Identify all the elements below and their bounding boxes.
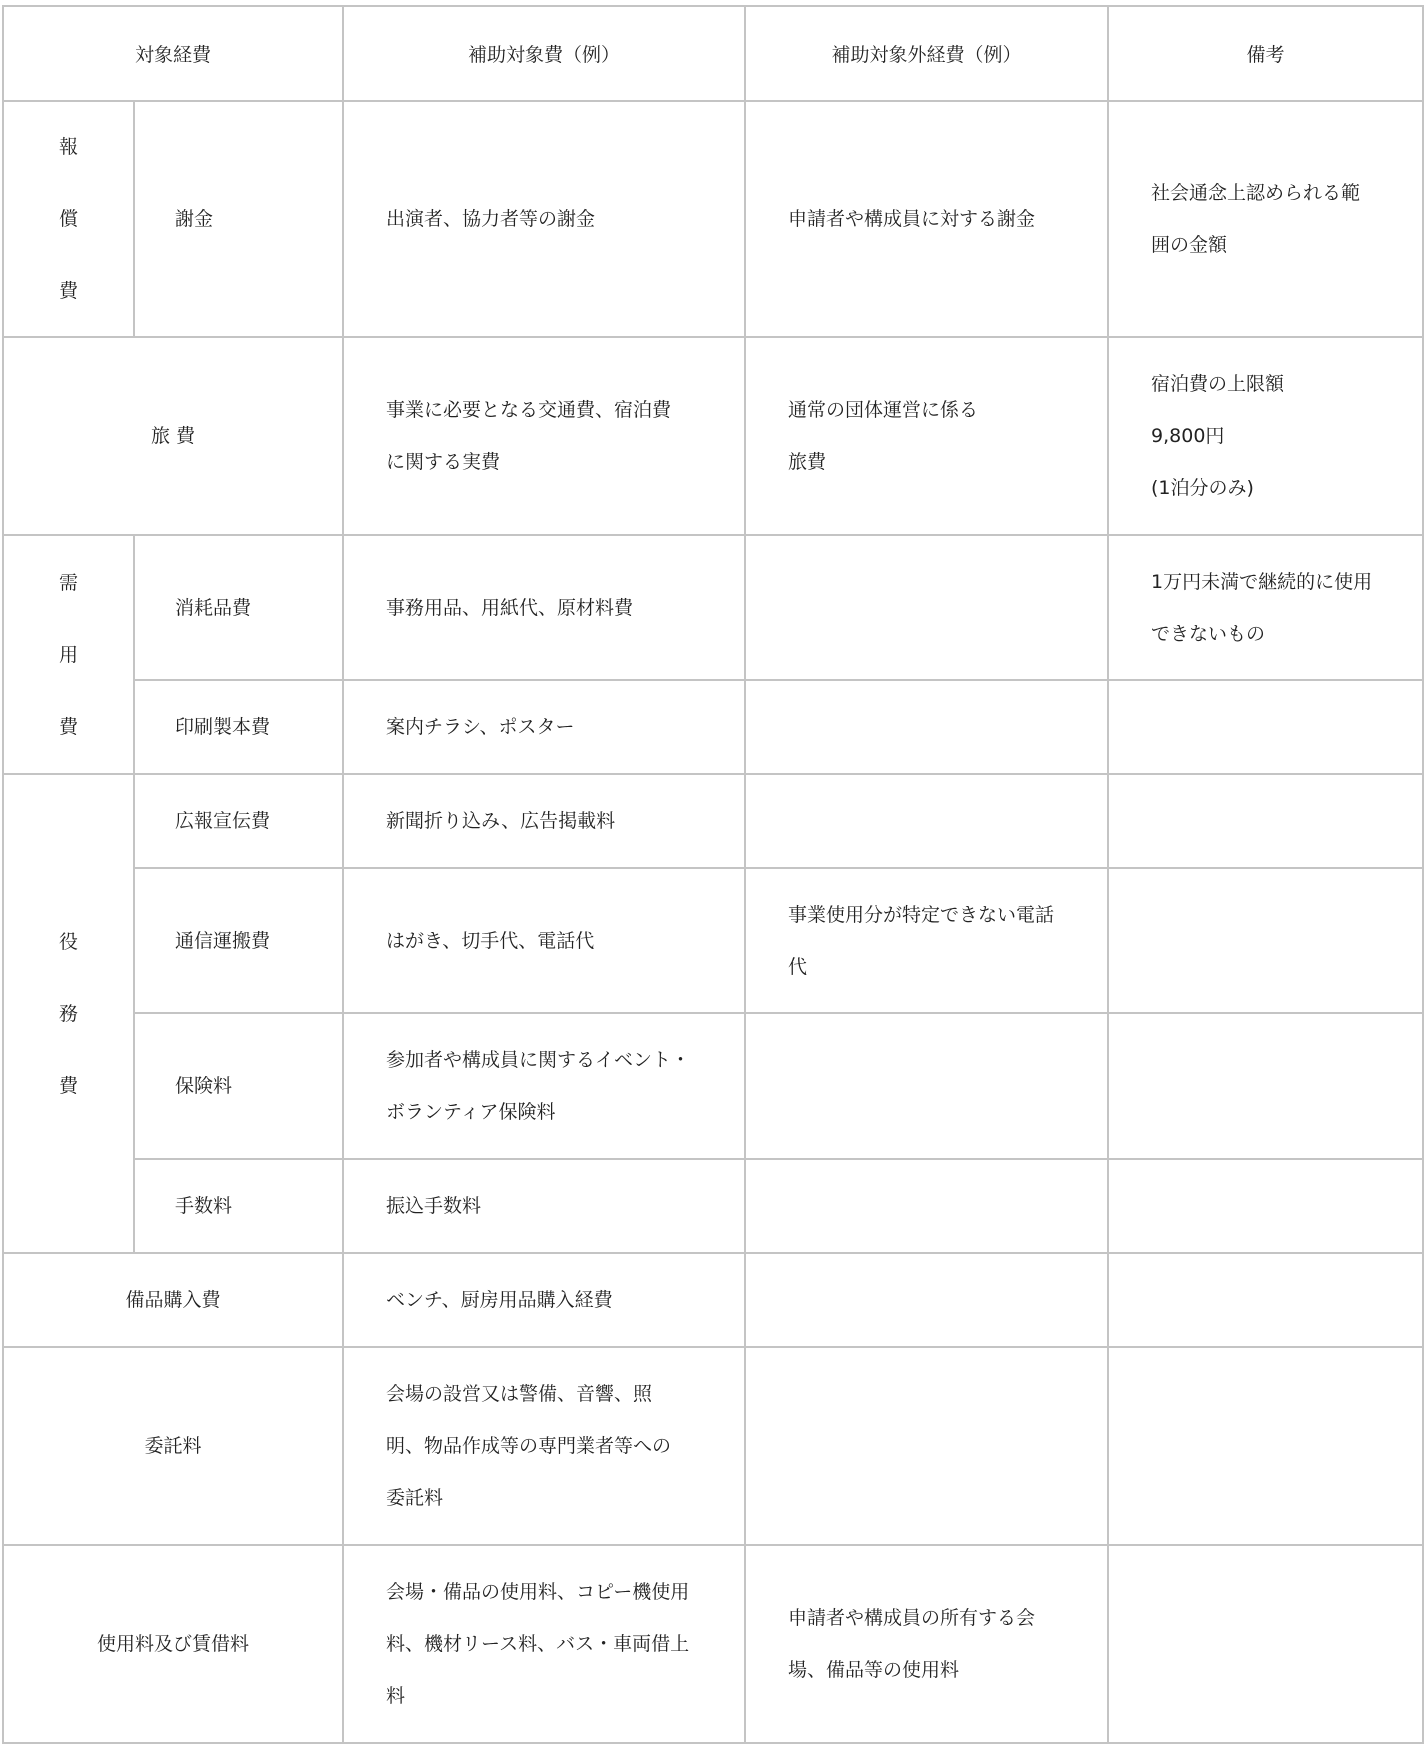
ineligible-cell — [745, 868, 1108, 1013]
eligible-expense-table — [2, 5, 1424, 1744]
note-cell — [1108, 535, 1423, 680]
ineligible-line: 事業使用分が特定できない電話 — [788, 903, 1055, 926]
note-cell — [1108, 1347, 1423, 1545]
note-cell — [1108, 1159, 1423, 1253]
eligible-cell: 案内チラシ、ポスター — [343, 680, 745, 774]
eligible-cell — [343, 1347, 745, 1545]
group-char: 務 — [58, 1002, 78, 1025]
eligible-cell: はがき、切手代、電話代 — [343, 868, 745, 1013]
header-eligible-example: 補助対象費（例） — [343, 6, 745, 101]
eligible-line: 委託料 — [386, 1487, 444, 1509]
note-line: 社会通念上認められる範 — [1151, 182, 1361, 204]
note-cell — [1108, 1013, 1423, 1159]
ineligible-line: 場、備品等の使用料 — [788, 1659, 960, 1681]
table-row — [3, 1013, 1423, 1159]
group-char: 用 — [58, 643, 78, 666]
ineligible-cell — [745, 1253, 1108, 1347]
group-char: 役 — [58, 930, 78, 953]
item-name: 使用料及び賃借料 — [3, 1545, 343, 1743]
ineligible-cell — [745, 1159, 1108, 1253]
table-row — [3, 1545, 1423, 1743]
group-char: 償 — [58, 208, 78, 230]
item-name: 手数料 — [134, 1159, 343, 1253]
eligible-cell: 事務用品、用紙代、原材料費 — [343, 535, 745, 680]
eligible-cell — [343, 337, 745, 535]
table-row — [3, 337, 1423, 535]
note-line: (1泊分のみ) — [1151, 477, 1254, 499]
eligible-line: 事業に必要となる交通費、宿泊費 — [386, 399, 672, 421]
ineligible-line: 申請者や構成員の所有する会 — [788, 1607, 1036, 1629]
eligible-line: 会場・備品の使用料、コピー機使用 — [386, 1581, 690, 1603]
eligible-line: ボランティア保険料 — [386, 1101, 556, 1123]
note-line: 9,800円 — [1151, 425, 1225, 447]
eligible-line: 料 — [386, 1685, 406, 1707]
item-name: 備品購入費 — [3, 1253, 343, 1347]
item-name: 謝金 — [134, 101, 343, 337]
note-line: 囲の金額 — [1151, 234, 1228, 256]
ineligible-cell: 申請者や構成員に対する謝金 — [745, 101, 1108, 337]
item-name: 保険料 — [134, 1013, 343, 1159]
eligible-cell: 出演者、協力者等の謝金 — [343, 101, 745, 337]
item-name: 委託料 — [3, 1347, 343, 1545]
note-cell — [1108, 868, 1423, 1013]
eligible-cell: 振込手数料 — [343, 1159, 745, 1253]
note-line: 1万円未満で継続的に使用 — [1151, 570, 1373, 593]
table-row — [3, 1159, 1423, 1253]
group-char: 報 — [58, 136, 78, 158]
group-char: 費 — [58, 1074, 78, 1097]
note-cell — [1108, 1545, 1423, 1743]
ineligible-cell — [745, 337, 1108, 535]
ineligible-cell — [745, 1013, 1108, 1159]
expense-table-container — [2, 5, 1424, 1744]
ineligible-cell — [745, 680, 1108, 774]
group-char: 費 — [58, 280, 78, 302]
ineligible-line: 通常の団体運営に係る — [788, 399, 979, 421]
group-housho — [3, 101, 134, 337]
group-char: 費 — [58, 715, 78, 738]
eligible-line: 明、物品作成等の専門業者等への — [386, 1435, 672, 1457]
ineligible-cell — [745, 535, 1108, 680]
table-row — [3, 774, 1423, 868]
eligible-cell — [343, 1013, 745, 1159]
ineligible-cell — [745, 1545, 1108, 1743]
eligible-cell: ベンチ、厨房用品購入経費 — [343, 1253, 745, 1347]
note-line: 宿泊費の上限額 — [1151, 373, 1285, 395]
header-row — [3, 6, 1423, 101]
note-cell — [1108, 1253, 1423, 1347]
header-notes: 備考 — [1108, 6, 1423, 101]
eligible-line: に関する実費 — [386, 451, 501, 473]
group-ekimu — [3, 774, 134, 1253]
table-row — [3, 868, 1423, 1013]
eligible-line: 料、機材リース料、バス・車両借上 — [386, 1633, 690, 1655]
table-row — [3, 1253, 1423, 1347]
note-cell — [1108, 774, 1423, 868]
item-name: 消耗品費 — [134, 535, 343, 680]
item-name: 広報宣伝費 — [134, 774, 343, 868]
item-name: 旅 費 — [3, 337, 343, 535]
note-cell — [1108, 337, 1423, 535]
group-juyo — [3, 535, 134, 774]
item-name: 印刷製本費 — [134, 680, 343, 774]
eligible-cell: 新聞折り込み、広告掲載料 — [343, 774, 745, 868]
header-ineligible-example: 補助対象外経費（例） — [745, 6, 1108, 101]
group-char: 需 — [58, 571, 78, 594]
table-row — [3, 535, 1423, 680]
ineligible-line: 代 — [788, 955, 808, 978]
note-cell — [1108, 680, 1423, 774]
table-row — [3, 101, 1423, 337]
header-target-expense: 対象経費 — [3, 6, 343, 101]
ineligible-cell — [745, 774, 1108, 868]
table-row — [3, 1347, 1423, 1545]
note-cell — [1108, 101, 1423, 337]
ineligible-cell — [745, 1347, 1108, 1545]
eligible-line: 参加者や構成員に関するイベント・ — [386, 1049, 691, 1071]
table-row — [3, 680, 1423, 774]
note-line: できないもの — [1151, 622, 1266, 645]
item-name: 通信運搬費 — [134, 868, 343, 1013]
ineligible-line: 旅費 — [788, 451, 827, 473]
eligible-cell — [343, 1545, 745, 1743]
eligible-line: 会場の設営又は警備、音響、照 — [386, 1383, 653, 1405]
